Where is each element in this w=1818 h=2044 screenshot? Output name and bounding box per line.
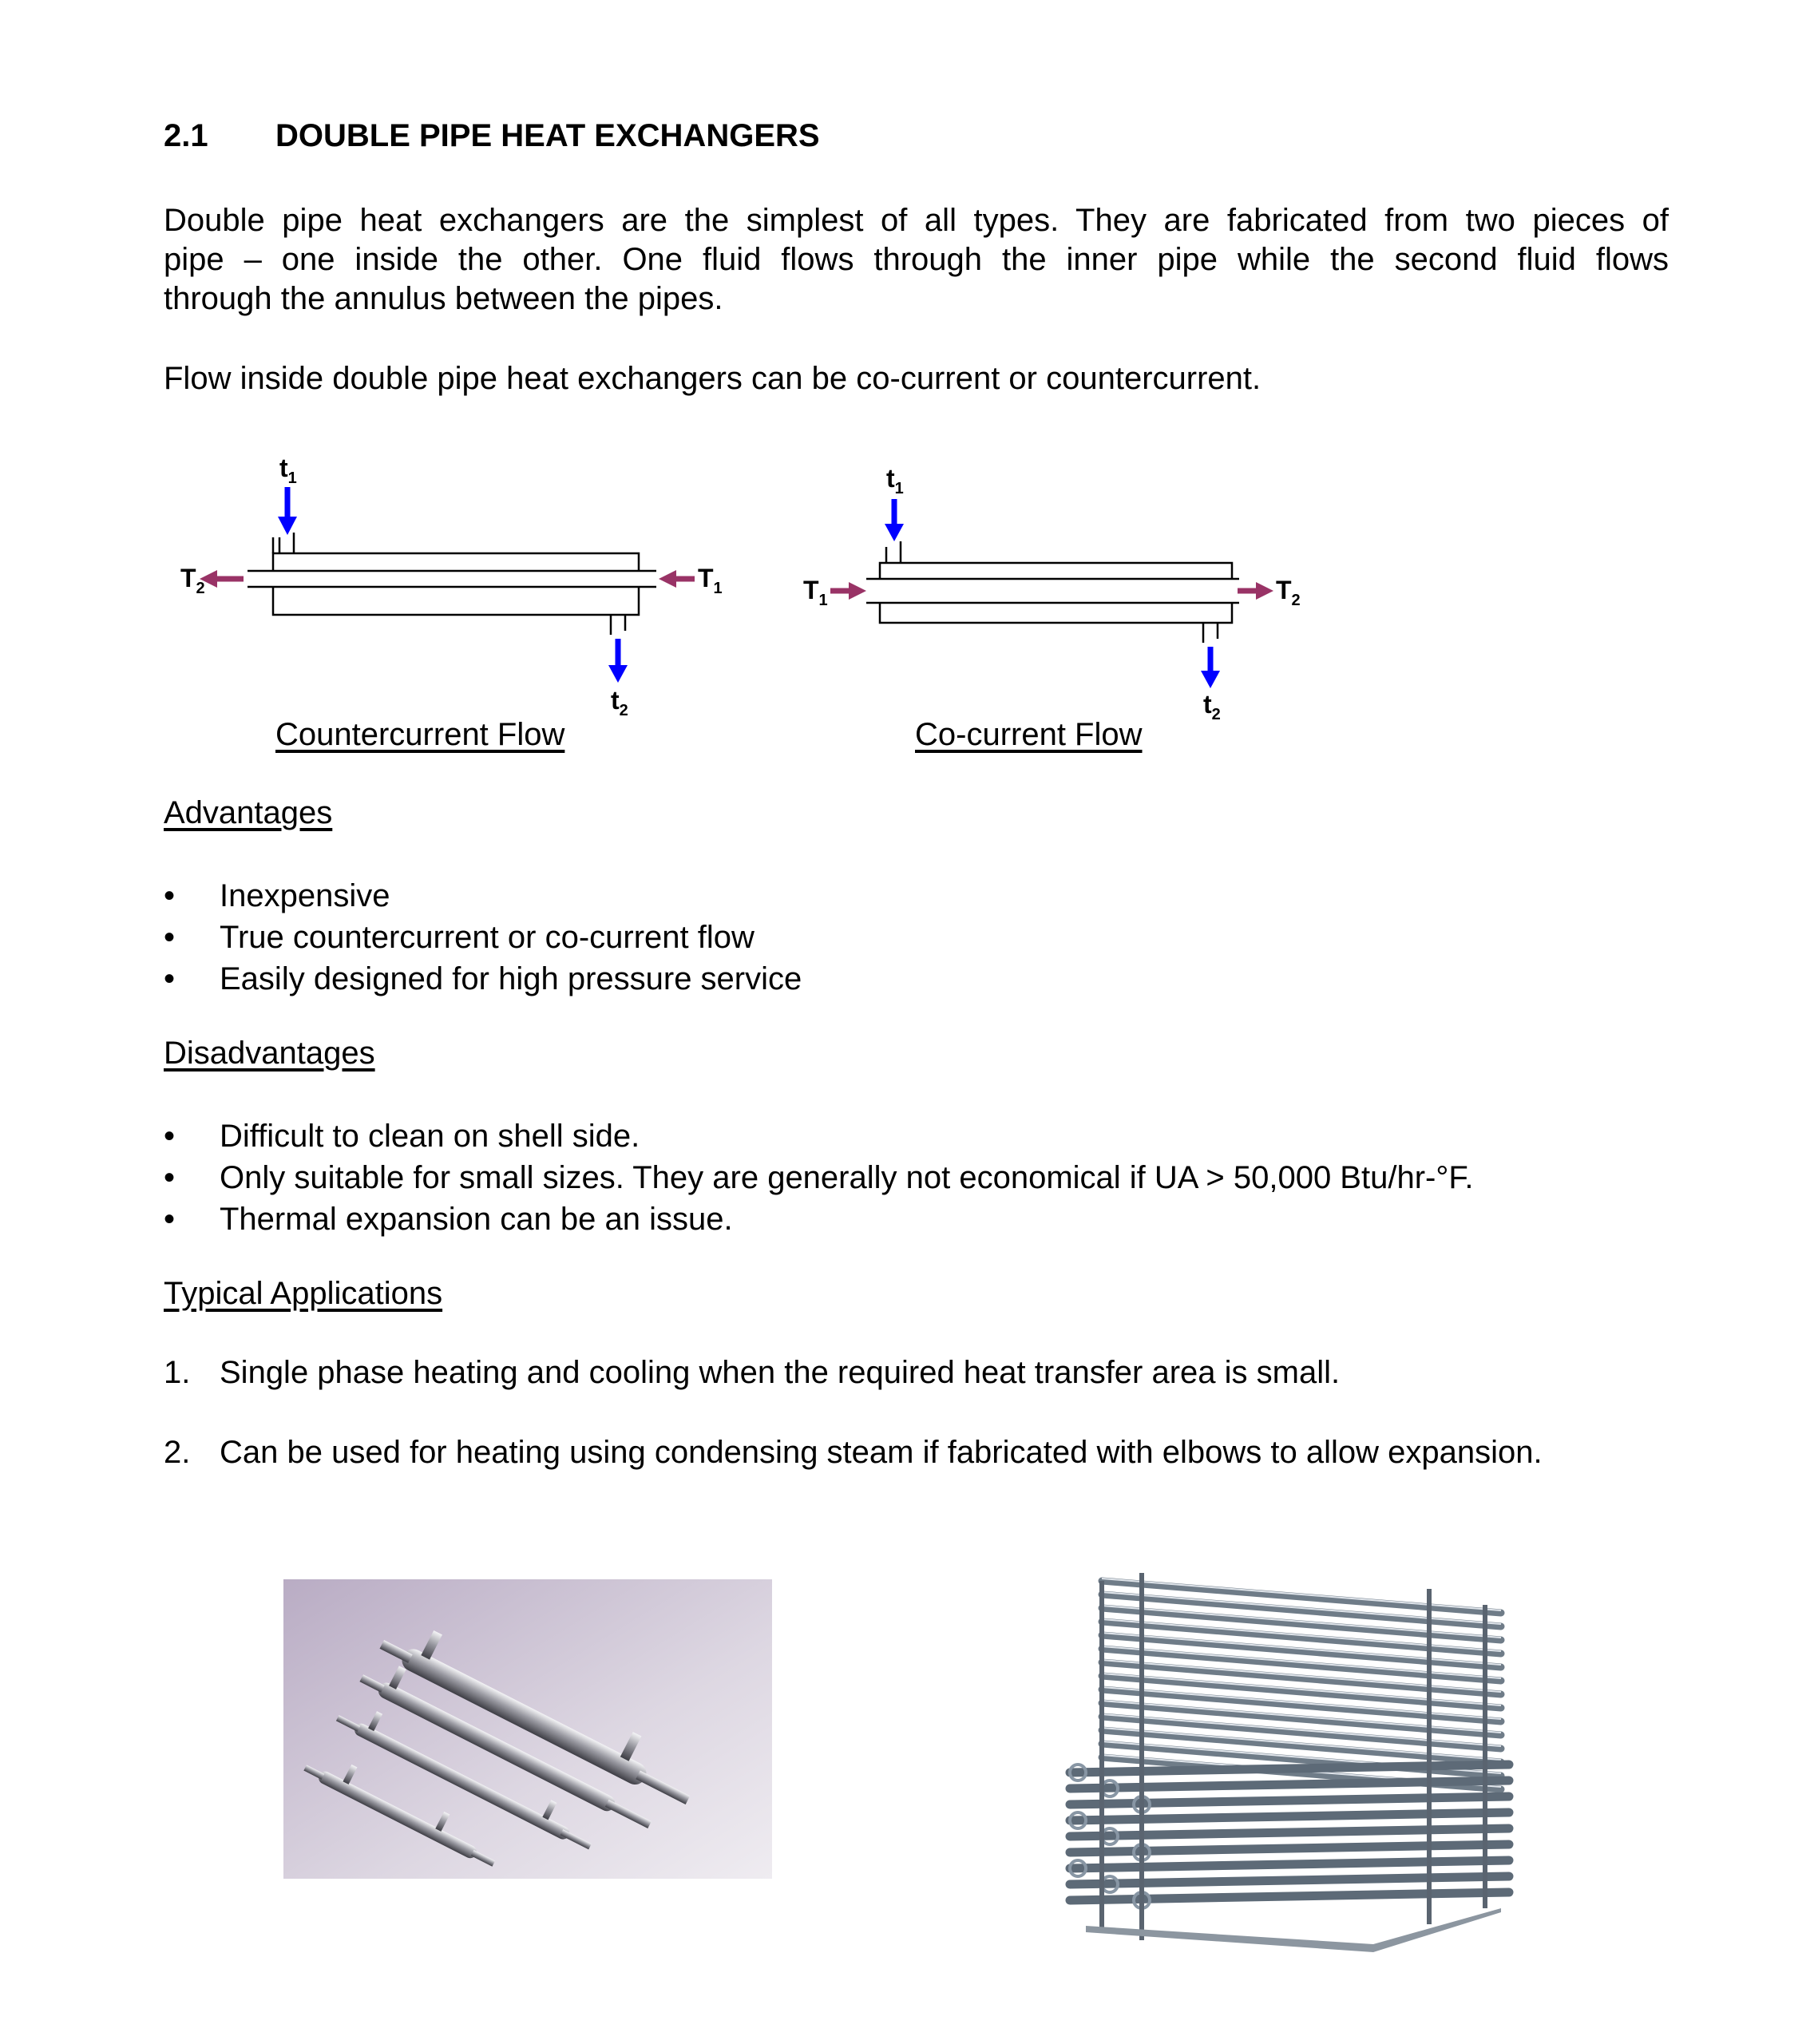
intro-line-3: through the annulus between the pipes. — [164, 281, 723, 316]
bullet: • — [164, 1160, 176, 1195]
advantages-heading: Advantages — [164, 795, 333, 830]
applications-heading: Typical Applications — [164, 1276, 443, 1311]
label-T1: $T_1$ — [803, 576, 828, 609]
advantage-text: Inexpensive — [220, 878, 390, 913]
label-t1: $t_1$ — [886, 464, 904, 497]
disadvantages-heading: Disadvantages — [164, 1036, 375, 1071]
item-text: Single phase heating and cooling when the required heat transfer area is small. — [220, 1355, 1341, 1390]
section-number: 2.1 — [164, 118, 208, 153]
hairpin-exchanger-bank-photo — [1054, 1557, 1541, 1960]
label-t1: $t_1$ — [279, 454, 297, 487]
intro-line-2: pipe – one inside the other. One fluid flows through the inner pipe while the second fluid flows — [164, 242, 1669, 277]
application-item-2 — [164, 1435, 1681, 1471]
disadvantages-list — [164, 1115, 1681, 1240]
shell-outlet-arrow — [608, 665, 628, 683]
list-item — [164, 1198, 1681, 1240]
double-pipe-exchangers-photo — [283, 1579, 772, 1879]
bullet: • — [164, 961, 176, 996]
intro-line-1: Double pipe heat exchangers are the simplest of all types. They are fabricated from two pieces of — [164, 203, 1669, 238]
tube-inlet-arrow — [849, 582, 866, 600]
application-item-1 — [164, 1355, 1681, 1391]
item-number: 1. — [164, 1355, 191, 1390]
shell-outlet-arrow — [1201, 671, 1220, 688]
item-number: 2. — [164, 1435, 191, 1470]
bullet: • — [164, 1119, 176, 1154]
label-t2: $t_2$ — [611, 686, 628, 719]
label-T2: $T_2$ — [1276, 576, 1301, 609]
disadvantage-text: Only suitable for small sizes. They are generally not economical if UA > 50,000 Btu/hr-°F. — [220, 1160, 1474, 1195]
bullet: • — [164, 920, 176, 955]
bullet: • — [164, 1202, 176, 1237]
flow-types-paragraph: Flow inside double pipe heat exchangers can be co-current or countercurrent. — [164, 361, 1262, 396]
list-item — [164, 875, 1601, 917]
list-item — [164, 1157, 1681, 1198]
advantages-list — [164, 875, 1601, 1000]
outer-pipe-bottom — [880, 603, 1232, 623]
label-T2: $T_2$ — [180, 564, 205, 597]
intro-paragraph — [164, 201, 1669, 319]
bullet: • — [164, 878, 176, 913]
disadvantage-text: Thermal expansion can be an issue. — [220, 1202, 733, 1237]
label-t2: $t_2$ — [1203, 690, 1221, 723]
outer-pipe-bottom — [273, 587, 639, 615]
outer-pipe-top — [273, 553, 639, 571]
countercurrent-caption: Countercurrent Flow — [275, 717, 565, 752]
tube-inlet-arrow — [659, 570, 676, 588]
cocurrent-diagram — [790, 455, 1333, 727]
list-item — [164, 917, 1601, 958]
shell-inlet-arrow — [885, 524, 904, 541]
item-text: Can be used for heating using condensing steam if fabricated with elbows to allow expansion. — [220, 1435, 1543, 1470]
list-item — [164, 1115, 1681, 1157]
tube-outlet-arrow — [1256, 582, 1273, 600]
list-item — [164, 958, 1601, 1000]
advantage-text: Easily designed for high pressure service — [220, 961, 802, 996]
section-title: DOUBLE PIPE HEAT EXCHANGERS — [275, 118, 820, 153]
shell-inlet-arrow — [278, 517, 297, 535]
label-T1: $T_1$ — [698, 564, 723, 597]
countercurrent-diagram — [168, 443, 758, 723]
disadvantage-text: Difficult to clean on shell side. — [220, 1119, 640, 1154]
advantage-text: True countercurrent or co-current flow — [220, 920, 755, 955]
cocurrent-caption: Co-current Flow — [915, 717, 1143, 752]
outer-pipe-top — [880, 563, 1232, 579]
